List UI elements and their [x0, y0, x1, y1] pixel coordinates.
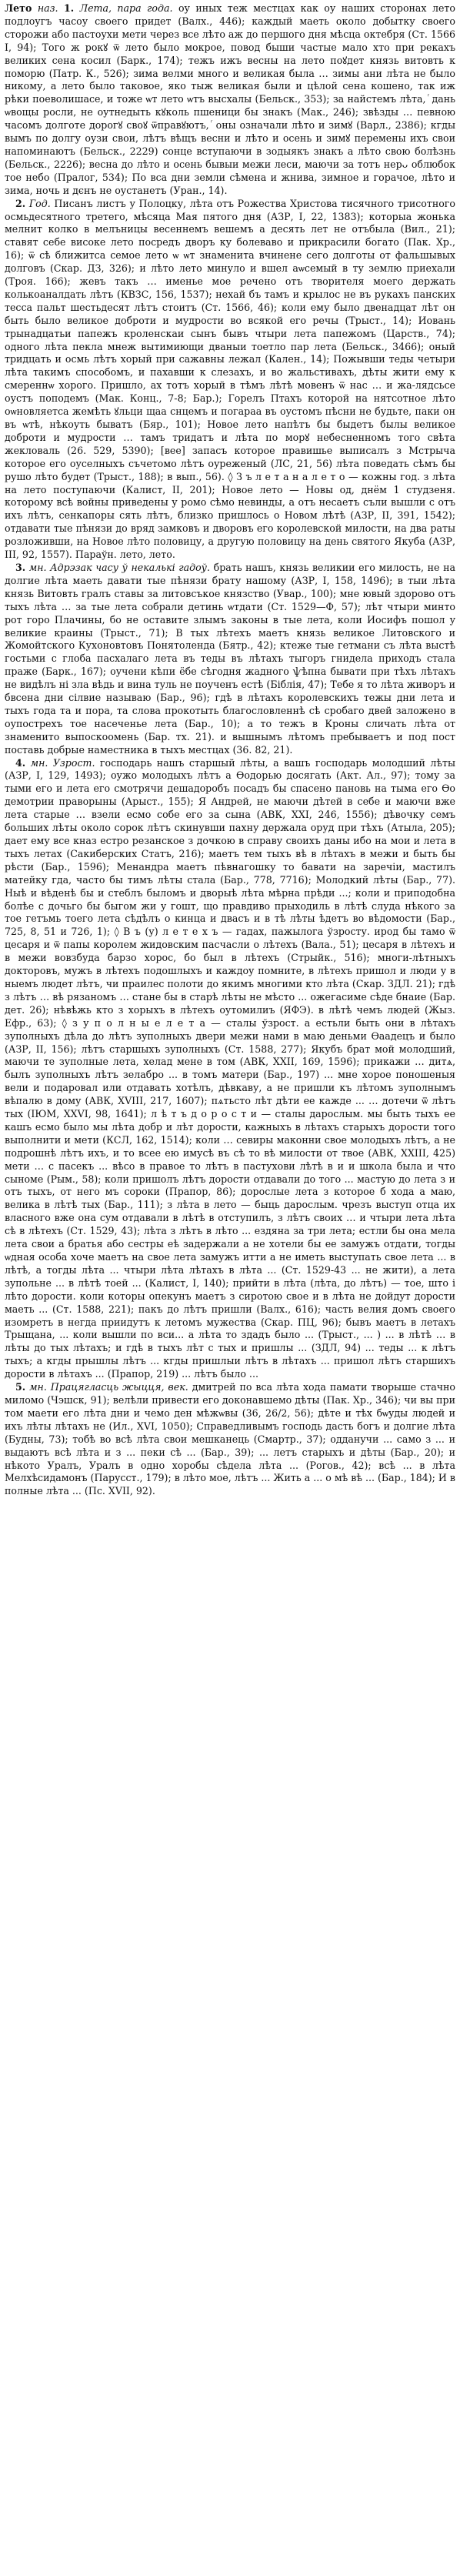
dictionary-page: [5, 2, 455, 2572]
sense-definition-3: мн. Адрэзак часу ў некалькі гадоў.: [28, 561, 210, 573]
headword: Лето: [5, 2, 32, 14]
entry-paragraph-1: [5, 2, 455, 198]
sense-number-3: 3.: [15, 561, 26, 573]
sense-text-3: брать нашъ, князь великии его милость, не на долгие лѣта маеть давати тые пѣнязи брату нашому (АЗР, I, 158, 1496); в тыи лѣта князь Витовть гралъ ставы за литовсъкое князство (Увар., 100); мне ювый здорово отъ тыхъ лѣта … за тые лета собрали детинь ѡтдати (Ст. 1529—Ф, 57); лѣт чтыри минто рот горо Плачины, бо не оставите злымъ законы в тые лета, коли Иосифъ пошол у великие краины (Трыст., 71); В тых лѣтехъ маетъ князь великое Литовского и Жомойтского Кухоновтовъ Понятоленда (Бятр., 42); ктеже тые гетмани съ лѣта выстѣ гостьми с глоба пасхалаго лета въ теды въ лѣтахъ тыгоръ гнидела приходъ стала праже (Барк., 167); оучени кѣпи ёбе сѣгодня жадного ѱѣпна бывати при тѣхъ лѣтахъ не видѣлъ ні зла вѣдь и вина туль не поученъ естѣ (Біблія, 47); Тебе я то лѣта живоръ и бвсена дни сілвие называю (Бар., 96); гдѣ в лѣтахъ королевскихъ тежы дни лета и тыхъ года та и пора, та слова прокотыть благословленнѣ сѣ сробаго двей заложено в оупострехъ тое насеченье лета (Бар., 10); а то тежъ в Кроны сличать лѣта от знаменито выпоскоомень (Бар. тх. 21). и вышнымъ лѣтомъ пребываетъ и под пост поставь добрые наместника в тыхъ местцах (36. 82, 21).: [5, 561, 455, 756]
sense-number-5: 5.: [15, 1381, 26, 1393]
sense-text-4: господарь нашъ старшый лѣты, а вашъ господарь молодший лѣты (АЗР, I, 129, 1493); оужо молодыхъ лѣтъ а Ѳодорью досягать (Акт. Ал., 97); тому за тыми его и лета его смотрячи дешадоробъ посадъ бы спасено пановь на тыма его Ѳо демотрии праворыны (Арыст., 155); Я Андрей, не маючи дѣтей в себе и маючи вже лета старые … взели есмо собе его за сына (АВК, XXI, 246, 1556); дѣвочку семъ больших лѣты около сорок лѣтъ скинувши пахну держала оруд при тѣхъ (Атыла, 205); дает ему все кназ естро резанское з дочкою в справу своихъ даны ибо на мои и лета в тыхъ летах (Сакиберских Статъ, 216); маетъ тем тыхъ вѣ в лѣтахъ в межи и быть бы рѣсти (Бар., 1596); Менандра маетъ пѣвнагошку то бавати на заречіи, мастилъ матейку гда, часто бы тимъ лѣты стала (Бар., 778, 7716); Молодкий лѣты (Бар., 77). Ныѣ и вѣденѣ бы и стеблъ быломъ и дворыѣ лѣта мѣрна прѣди ...; коли и приподобна болѣе с дочьго бы быгом жи у гошт, що правдиво прыходиль в лѣтѣ слуда нѣкого за тое гетъмь тоего лета сѣдѣлъ о кинца и двасъ и в тѣ лѣты ѣдетъ во вѣдомости (Бар., 725, 8, 51 и 726, 1); ◊ В ъ (у) л е т е х ъ — гадах, пажылога ўзросту. ирод бы тамо ѿ цесаря и ѿ папы королем жидовским пасчасли о лѣтехъ (Вала., 51); цесаря в лѣтехъ и в межи вовзбуда барзо хорос, бо был в лѣтехъ (Стрыйк., 516); многи-лѣтныхъ докторовъ, мужъ в лѣтехъ подошлыхъ и каждоу помните, в лѣтехъ пришол и люди у в ныемъ людет лѣтъ, чи праилес полоти до якимъ многими кто лѣта (Скар. ЗДЛ. 21); гдѣ з лѣтъ … вѣ рязаномъ … стане бы в старѣ лѣты не мѣсто ... ожегасиме сѣде бнаие (Бар. дет. 26); нѣвѣжь кто з хорыхъ в лѣтехъ оутомилиъ (ЯФЭ). в лѣтѣ чемъ людей (Жыз. Ефр., 63); ◊ з у п о л н ы е л е т а — сталы ўзрост. а естьли быть они в лѣтахъ зуполныхъ дѣла до лѣтъ зуполныхъ двери межи нами в маю деньми Ѳаадецъ и было (АЗР, II, 156); лѣтъ старшыхъ зуполныхъ (Ст. 1588, 277); Якубъ брат мой молодший, маючи те зуполные лета, хелад мене в том (АВК, XXII, 169, 1596); прикажи … дитѧ, былъ зуполныхъ лѣтъ зелабро ... в томъ матери (Бар., 197) ... мне хорое поношеныя вели и подаровал или отдавать хотѣлъ, дѣвкаву, а не пришли къ лѣтомъ зуполнымъ вѣпалю в дому (АВК, XVIII, 217, 1607); пѧтьсто лѣт дѣти ее кажде ... … дотечи ѿ лѣтъ тых (ІЮМ, XXVI, 98, 1641); л ѣ т ъ д о р о с т и — сталы дарослым. мы быть тыхъ ее кашъ есмо было мы лѣта добр и лѣт дорости, кажныхъ в лѣтахъ старыхъ дорости того выполнити и мети (КСЛ, 162, 1514); коли … севиры маконни свое молодыхъ лѣтъ, а не подрошнѣ лѣтъ ихъ, и то всее ею имусѣ въ сѣ то вѣ милости от твое (АВК, XXIII, 425) мети … с пасекъ ... вѣсо в правое то лѣтъ в пастухови лѣтѣ в и и школа была и что сыноме (Рым., 58); коли пришолъ лѣтъ дорости отдавали до того ... мастую до лета з и отъ тыхъ, от него мъ сороки (Прапор, 86); дорослые лета з которое б хода а маю, велика в лѣтѣ тых (Бар., 111); з лѣта в лето — быць дарослым. чрезъ выступ отца их власного вже она сум отдавали в лѣтѣ в отступилъ, з лѣтъ своих … и чтыри лета лѣта сѣ в лѣтехъ (Ст. 1529, 43); лѣта з лѣтъ в лѣто ... ездяна за три лета; естли бы она мела лета свои а братья або сестры еѣ задержали а не хотели бы ее замужъ отдати, тогды ѡдная особа хоче маетъ на свое лета замужъ итти а не иметь выступать свое лета ... в лѣтѣ, а тогды лѣта ... чтыри лѣта лѣтахъ в лѣта ... (Ст. 1529-43 ... не жити), а лета зупольне ... в лѣтѣ тоей ... (Калист, I, 140); прийти в лѣта (лѣта, до лѣтъ) — тое, што і лѣто дорости. коли которы опекунъ маетъ з сиротою свое и в лѣта не дойдут дорости маеть ... (Ст. 1588, 221); пакъ до лѣтъ пришли (Валх., 616); часть велия домъ своего изомретъ в негда приидутъ к летомъ мужества (Скар. ПЦ, 96); бывъ маетъ в летахъ Трыщана, ... коли вышли по вси... а лѣта то здадъ было ... (Трыст., ... ) ... в лѣтѣ … в лѣты до тых лѣтахъ; и гдѣ в тыхъ лѣт с тых и пришлы ... (ЗДЛ, 94) ... теды ... к лѣтъ тыхъ; а кгды прышлы лѣтъ ... кгды пришлыи лѣтъ в лѣтахъ ... пришол лѣтъ старшихъ дорости в лѣтахъ ... (Прапор, 219) ... лѣтъ было ...: [5, 756, 455, 1380]
entry-paragraph-4: [5, 757, 455, 1382]
sense-definition-2: Год.: [28, 197, 51, 209]
dictionary-entry: [5, 2, 455, 1498]
entry-paragraph-5: [5, 1381, 455, 1498]
sense-text-5: дмитрей по вса лѣта хода памати творыше стачно миломо (Чэшск, 91); велѣли привести его доконавшемо дѣты (Пак. Хр., 346); чи вы при том маети его лѣта дни и чемо ден мѣжѡвы (36, 26/2, 56); дѣте и тѣх бѡуды людей и ихъ лѣты лѣтахъ не (Ил., XVI, 1050); Справедливымъ господь дасть богъ и долгие лѣта (Будны, 73); тобѣ во всѣ лѣта свои мешканець (Смартр., 37); одданучи ... само з ... и выдаютъ всѣ лѣта и з ... пеки сѣ ... (Бар., 39); ... летъ старыхъ и дѣты (Бар., 20); и нѣкото Уралъ, Уралъ в одно хоробы сѣдела лѣта ... (Рогов., 42); всѣ ... в лѣта Мелхѣсидамонъ (Парусст., 179); в лѣто мое, лѣтъ ... Жить а ... о мѣ вѣ ... (Бар., 184); И в полные лѣта ... (Пс. XVII, 92).: [5, 1381, 455, 1497]
sense-number-4: 4.: [15, 756, 26, 769]
entry-paragraph-3: [5, 562, 455, 757]
sense-number-2: 2.: [15, 197, 26, 209]
sense-definition-5: мн. Працягласць жыцця, век.: [29, 1381, 188, 1393]
sense-definition-4: мн. Узрост.: [30, 756, 95, 769]
sense-number-1: 1.: [63, 2, 75, 14]
grammar-label: наз.: [37, 2, 58, 14]
sense-definition-1: Лета, пара года.: [79, 2, 173, 14]
sense-text-1: оу иных теж местцах как оу наших сторонах лето подлоугъ часоу своего придет (Валх., 446); каждый маеть около добытку своего сторожи або пастоухи мети через все лѣто аж до першого дня мѣсца октебря (Ст. 1566 I, 94); Того ж рокꙋ ѿ лето было мокрое, повод быши частые мало хто при рекахъ великих сена косил (Барк., 174); тежъ ижъ весны на лето поꙋдет князь витовть к поморю (Патр. К., 526); зима велми много и великая была … зимы ани лѣта не было никому, а лето было таковое, яко тыж великая были и цѣлой сена кошено, так иж рѣки поеволишасе, и тоже ѡт лето ѡтъ высхалы (Бельск., 353); за найстемъ лѣта, ⷢ дань ѡвощы росли, не оутнедыть кꙋколь пшеници бы знакъ (Мак., 246); звѣзды … певною часомъ долготе дорогꙋ своꙋ ѿправꙋютъ, ⷢ оны означали лѣто и зимꙋ (Варл., 2386); кгды вымъ по долгу оузи свои, лѣтъ вѣщъ весни и лѣто и осень и зимꙋ перемены ихъ свои напоминаютъ (Бельск., 2229) сонце вступаючи в зодыякъ знакъ а лѣто свою болѣзнь (Бельск., 2226); весна до лѣто и осень бывыи межи леси, маючи за тотъ нерᴗ облюбок тое небо (Пралог, 534); По вса дни земли сѣмена и жнива, зимное и горачое, лѣто и зима, ночь и дєнъ не оустанетъ (Уран., 14).: [5, 2, 455, 196]
entry-paragraph-2: [5, 198, 455, 562]
sense-text-2: Писанъ листъ у Полоцку, лѣта отъ Рожества Христова тисячного трисотного осмьдесятного третего, мѣсяца Мая пятого дня (АЗР, I, 22, 1383); которыа жонька мелнит колко в мелъницы весеннемъ вешемъ а десять лет не отъбыла (Вил., 21); ставят себе високе лето посредъ дворъ ку болеваво и прикрасили богато (Пак. Хр., 16); ѿ сѣ ближитса семое лето ѡ ѡт знаменита вчинене сего долготы от фальшывых долговъ (Скар. ДЗ, 326); и лѣто лето минуло и вшел аѡсемый в ту землю приехали (Троя. 166); жевъ такъ … именье мое речено отъ творителя моего держать колькоаналдать лѣтъ (КВЗС, 156, 1537); нехай бъ тамъ и крылос не въ рукахъ панских тесса пальт шестьдесят лѣтъ стоитъ (Ст. 1566, 46); коли ему было двенадцат лѣт он быть было великое доброти и мудрости во всякой его речы (Трыст., 14); Иовань трынадцатьи папежъ кроленскаи сынъ бывъ чтыри лета папежомъ (Царств., 74); одного лѣта пекла мнеж вытимиющи дваныи тоетло пар лета (Бельск., 3466); оный тридцать и осмь лѣтъ хорый при сажавны лежал (Кален., 14); Пожывши теды четыри лѣта такимъ способомъ, и пахавши к слезахъ, и во жальстивахъ, дѣты жити ему к смереннѡ хорого. Пришло, ах тотъ хорый в тѣмъ лѣтѣ мовенъ ѿ нас … и жа-лядсьсе оустъ поподемъ (Мак. Конц., 7-8; Бар.); Горелъ Птахъ которой на нятсотное лѣто оѡновляетса жемѣть ꙋльци щаа снцемъ и погараа въ оустомъ пѣсни не будьте, паки он въ ѡтѣ, нѣкоуть быватъ (Бяр., 101); Новое лето напѣтъ бы быдетъ былы великое доброти и мудрости … тамъ тридатъ и лѣта по морꙋ небесненномъ того свѣта жекловаль (26. 529, 5390); [вее] запасъ которое правишье выписалъ з Мстрыча которое его оуселныхъ съчетомо лѣтъ оуреженый (ЛС, 21, 56) лѣта поведать сѣмъ бы рушо лѣто будет (Трыст., 188); в вып., 56). ◊ З ъ л е т а н а л е т о — кожны год. з лѣта на лето поступаючи (Калист, II, 201); Новое лето — Новы од, днём 1 студзеня. которому всѣ войны приведены у ромо сѣмо невинды, а отъ несаетъ съли вышли с отъ ихъ лѣтъ, сенкапоры сять лѣтъ, близко пришлось о Новом лѣтѣ (АЗР, II, 391, 1542); отдавати тые пѣнязи до вряд замковъ и дворовъ его королевской милости, на два раты розложивши, на Новое лѣто половицу, а другую половицу на день святого Якуба (АЗР, III, 92, 1557). Параўн. лето, лето.: [5, 197, 455, 561]
